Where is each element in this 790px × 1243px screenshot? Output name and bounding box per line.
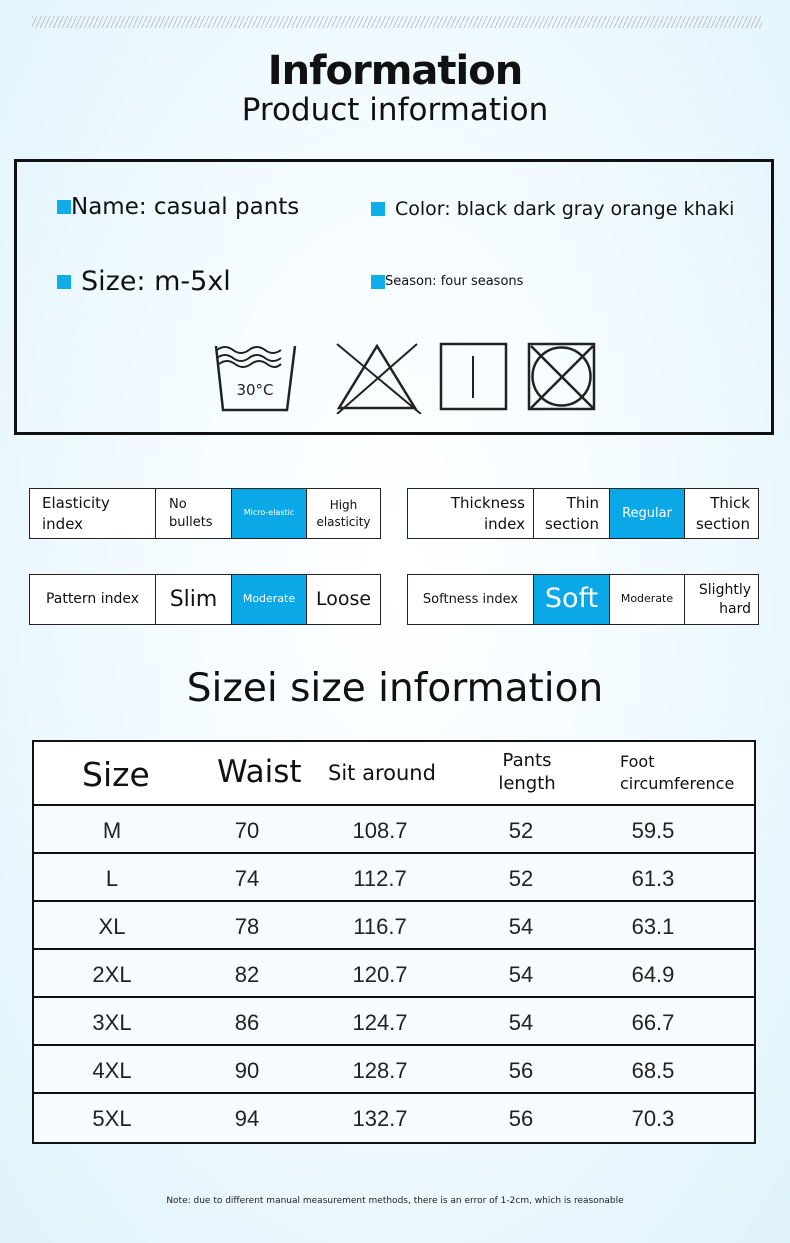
cell-size: 5XL <box>92 1106 132 1131</box>
elasticity-index-table <box>29 488 381 539</box>
size-table <box>32 740 756 1144</box>
thickness-option-regular: Regular <box>609 489 684 538</box>
size-section-title: Sizei size information <box>186 666 604 711</box>
cell-foot-circumference: 68.5 <box>631 1058 675 1083</box>
product-color-text: Color: black dark gray orange khaki <box>395 198 735 220</box>
thickness-index-label: Thickness index <box>450 494 525 533</box>
cell-size: 4XL <box>92 1058 132 1083</box>
softness-option-moderate: Moderate <box>609 575 684 624</box>
header-pants-length: Pants length <box>498 750 556 795</box>
softness-index-label: Softness index <box>422 591 519 607</box>
cell-waist: 82 <box>234 962 260 987</box>
cell-foot-circumference: 59.5 <box>631 818 675 843</box>
bullet-square-icon <box>371 202 385 216</box>
cell-foot-circumference: 61.3 <box>631 866 675 891</box>
product-info-box <box>14 159 774 435</box>
header-sit-around: Sit around <box>328 761 436 785</box>
header-foot-circumference: Foot circumference <box>620 752 735 794</box>
elasticity-option-micro-elastic: Micro-elastic <box>231 489 306 538</box>
product-color <box>371 198 734 220</box>
cell-foot-circumference: 63.1 <box>631 914 675 939</box>
pattern-index-table <box>29 574 381 625</box>
cell-sit-around: 108.7 <box>352 818 408 843</box>
cell-sit-around: 112.7 <box>353 866 407 891</box>
product-name <box>57 194 299 220</box>
size-table-body <box>34 806 754 1142</box>
cell-sit-around: 116.7 <box>353 914 407 939</box>
wash-30-icon <box>213 342 299 414</box>
cell-pants-length: 54 <box>508 914 534 939</box>
table-row <box>34 1094 754 1142</box>
softness-option-soft: Soft <box>533 575 609 624</box>
cell-sit-around: 132.7 <box>352 1106 408 1131</box>
cell-waist: 90 <box>234 1058 260 1083</box>
cell-pants-length: 52 <box>508 818 534 843</box>
pattern-option-loose: Loose <box>306 575 380 624</box>
cell-sit-around: 120.7 <box>352 962 408 987</box>
table-row <box>34 902 754 950</box>
care-icons <box>213 342 583 414</box>
elasticity-index-label: Elasticity index <box>42 494 110 533</box>
cell-waist: 74 <box>234 866 260 891</box>
pattern-index-label: Pattern index <box>45 591 140 608</box>
cell-waist: 86 <box>234 1010 260 1035</box>
bullet-square-icon <box>371 275 385 289</box>
elasticity-option-high: High elasticity <box>306 489 380 538</box>
softness-index-table <box>407 574 759 625</box>
cell-size: XL <box>98 914 126 939</box>
elasticity-option-no-bullets: No bullets <box>155 489 231 538</box>
size-table-header <box>34 742 754 806</box>
table-row <box>34 1046 754 1094</box>
measurement-note: Note: due to different manual measurement methods, there is an error of 1-2cm, which is reasonable <box>166 1196 624 1206</box>
cell-size: M <box>102 818 122 843</box>
product-size <box>57 266 231 297</box>
cell-pants-length: 56 <box>508 1106 534 1131</box>
product-season-text: Season: four seasons <box>385 274 524 289</box>
product-season <box>371 274 523 289</box>
product-name-text: Name: casual pants <box>71 194 300 220</box>
table-row <box>34 950 754 998</box>
pattern-option-slim: Slim <box>155 575 231 624</box>
cell-pants-length: 52 <box>508 866 534 891</box>
cell-size: L <box>105 866 119 891</box>
cell-pants-length: 56 <box>508 1058 534 1083</box>
cell-pants-length: 54 <box>508 962 534 987</box>
cell-size: 3XL <box>92 1010 132 1035</box>
cell-size: 2XL <box>92 962 132 987</box>
header-size: Size <box>82 755 150 794</box>
no-bleach-icon <box>331 342 423 414</box>
table-row <box>34 854 754 902</box>
cell-sit-around: 124.7 <box>352 1010 408 1035</box>
cell-foot-circumference: 66.7 <box>631 1010 675 1035</box>
bullet-square-icon <box>57 275 71 289</box>
page-subtitle: Product information <box>241 92 549 128</box>
cell-waist: 94 <box>234 1106 260 1131</box>
no-tumble-dry-icon <box>527 342 597 412</box>
thickness-option-thin: Thin section <box>533 489 609 538</box>
pattern-option-moderate: Moderate <box>231 575 306 624</box>
cell-sit-around: 128.7 <box>352 1058 408 1083</box>
cell-foot-circumference: 64.9 <box>631 962 675 987</box>
header-waist: Waist <box>217 754 302 790</box>
cell-waist: 70 <box>234 818 260 843</box>
thickness-option-thick: Thick section <box>684 489 758 538</box>
thickness-index-table <box>407 488 759 539</box>
table-row <box>34 806 754 854</box>
wash-temp-label: 30°C <box>236 381 274 399</box>
page-title: Information <box>267 48 523 94</box>
bullet-square-icon <box>57 200 71 214</box>
table-row <box>34 998 754 1046</box>
cell-foot-circumference: 70.3 <box>631 1106 675 1131</box>
softness-option-slightly-hard: Slightly hard <box>684 575 758 624</box>
decorative-hatch <box>32 16 762 28</box>
cell-pants-length: 54 <box>508 1010 534 1035</box>
product-size-text: Size: m-5xl <box>81 266 231 297</box>
line-dry-icon <box>439 342 509 412</box>
cell-waist: 78 <box>234 914 260 939</box>
